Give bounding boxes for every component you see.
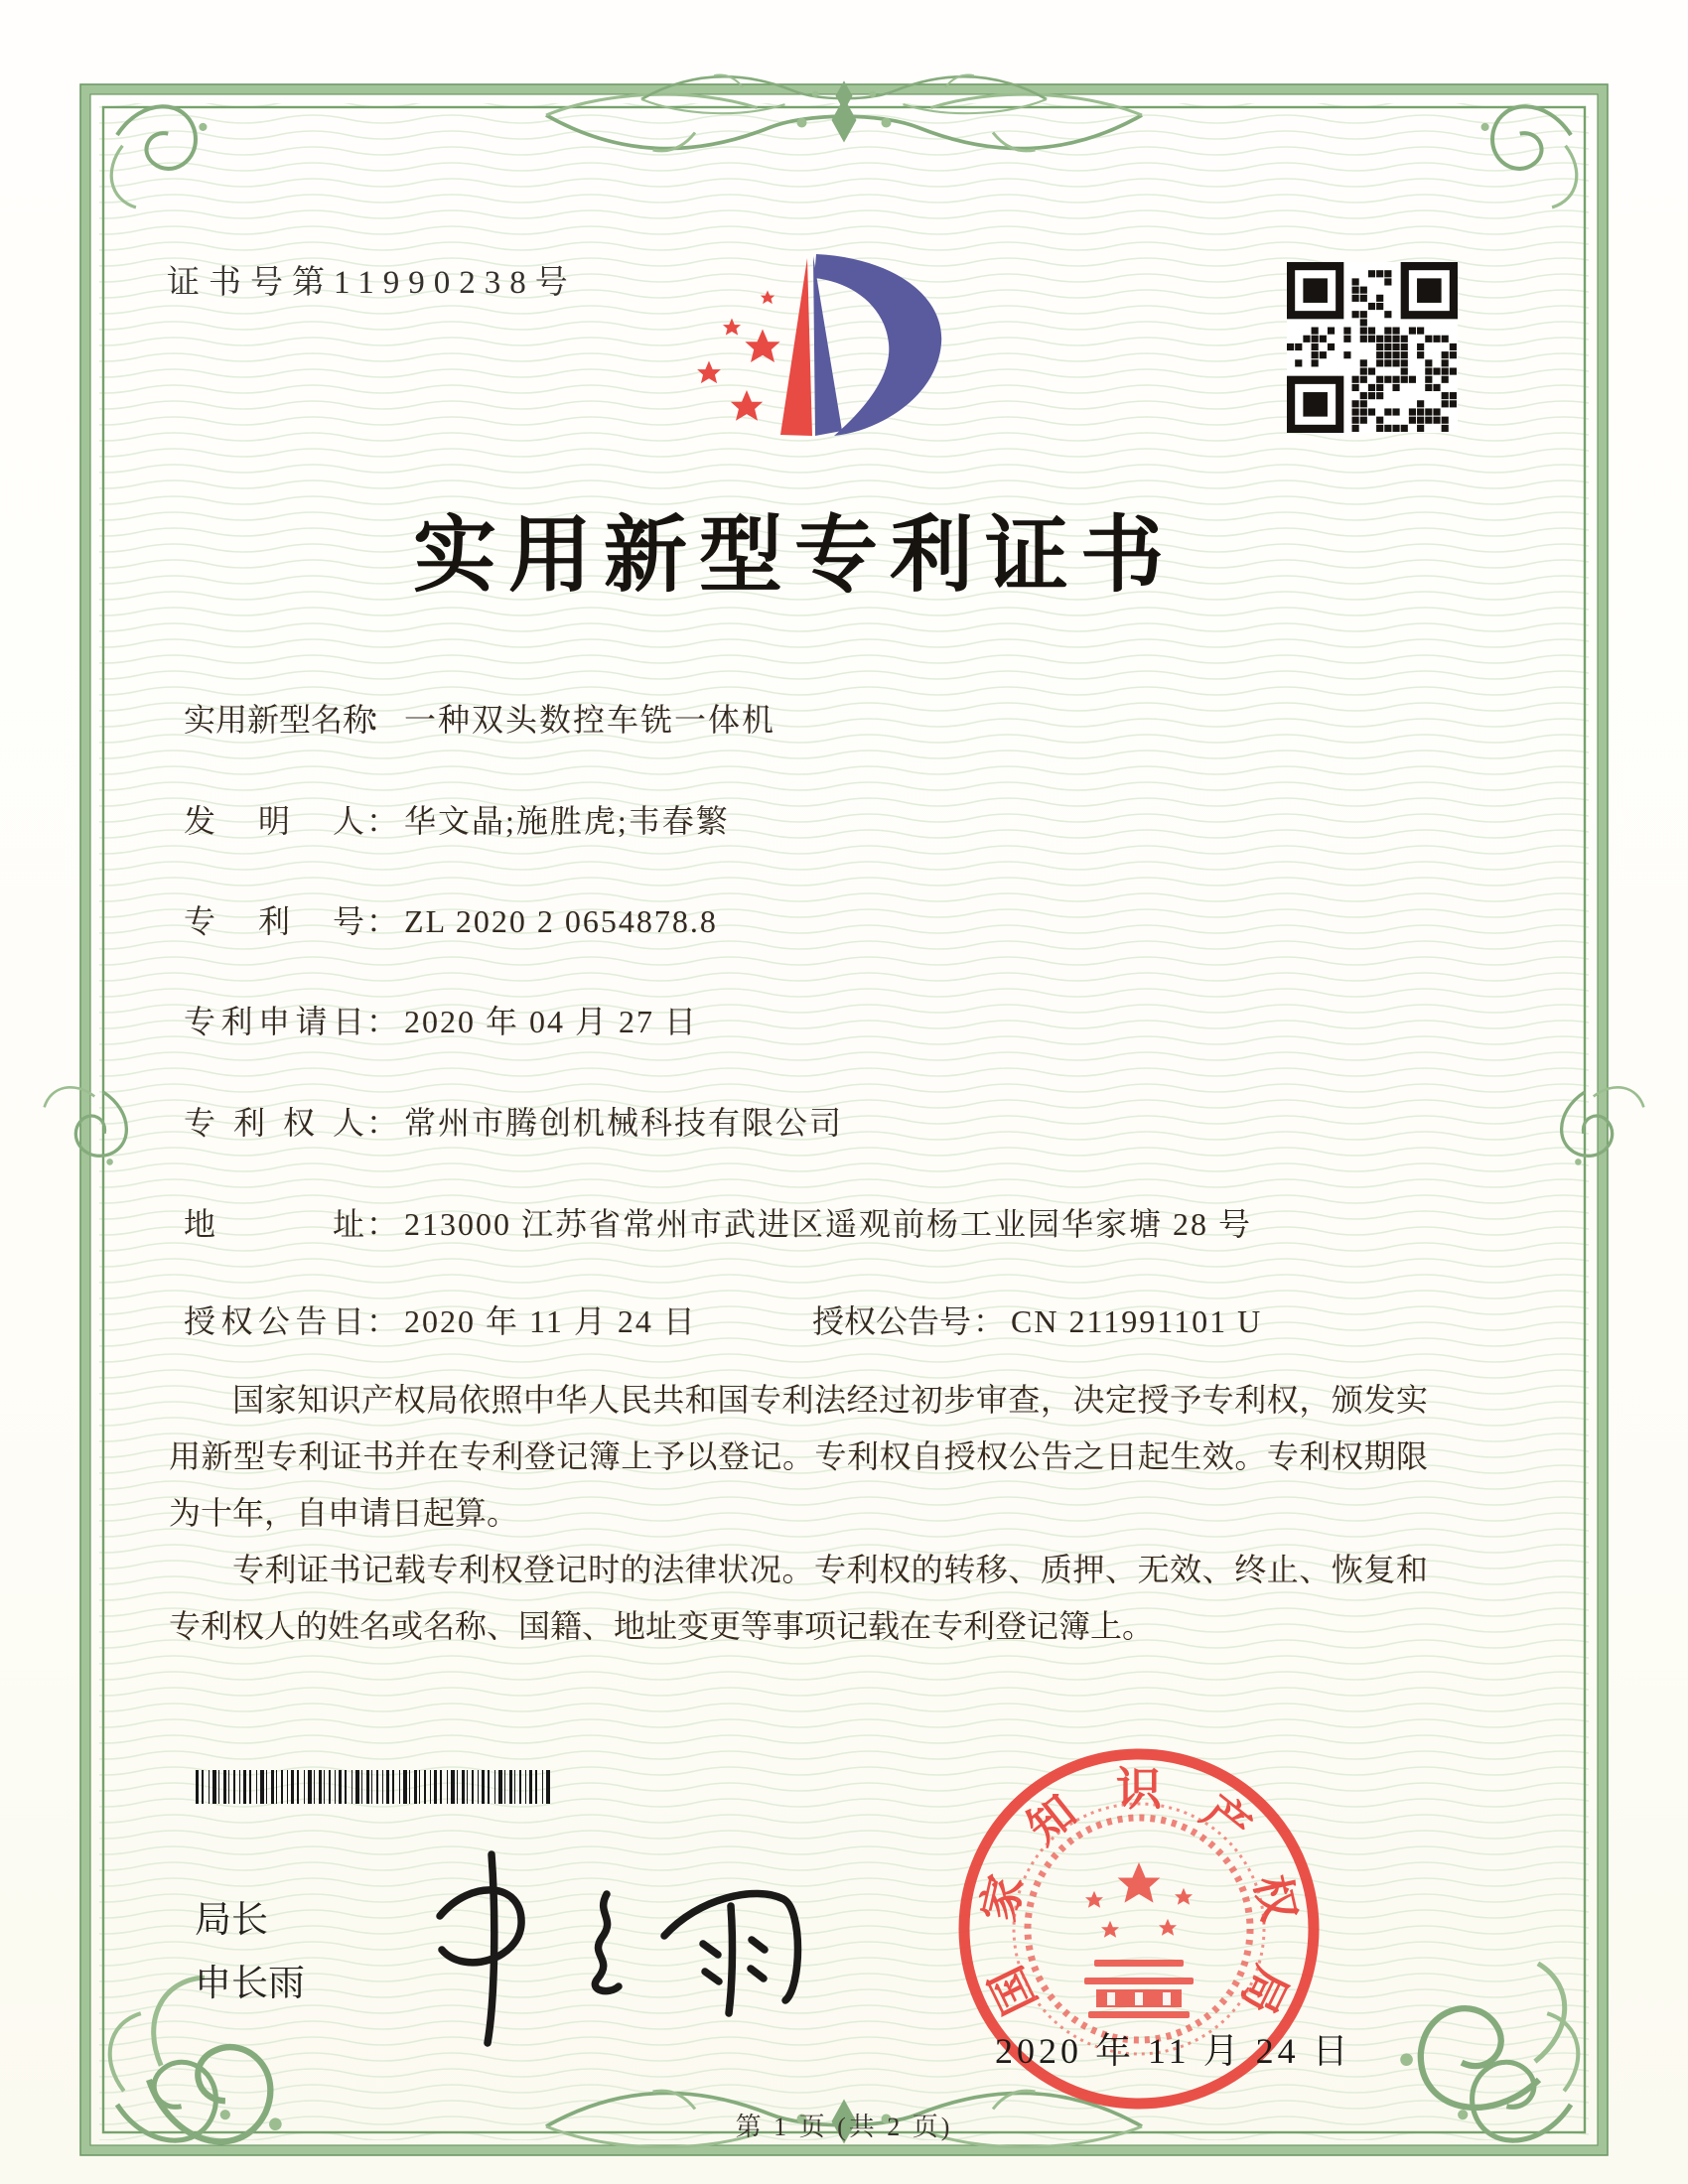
legal-paragraph-2: 专利证书记载专利权登记时的法律状况。专利权的转移、质押、无效、终止、恢复和专利权人的姓名或名称、国籍、地址变更等事项记载在专利登记簿上。: [169, 1552, 1428, 1644]
field-row-grant: [184, 1297, 1263, 1342]
field-row-patentee: [184, 1098, 843, 1144]
svg-text:局: 局: [1231, 1958, 1298, 2022]
field-row-filing-date: [184, 997, 698, 1042]
field-label: 授权公告号: [812, 1303, 972, 1339]
field-pair-grant-number: [812, 1297, 1262, 1342]
field-label: 地址: [184, 1206, 364, 1242]
director-title: 局长: [195, 1899, 268, 1940]
colon: ：: [973, 1303, 1006, 1339]
svg-text:识: 识: [1116, 1764, 1162, 1815]
field-label: 授权公告日: [184, 1303, 364, 1339]
svg-text:知: 知: [1018, 1786, 1086, 1854]
certificate-number: 证书号第11990238号: [167, 265, 577, 301]
barcode-icon: [196, 1770, 551, 1804]
field-label: 专利号: [184, 903, 364, 939]
field-value: ZL 2020 2 0654878.8: [404, 903, 718, 939]
field-row-inventors: [184, 796, 730, 842]
field-value: 2020 年 11 月 24 日: [404, 1303, 697, 1339]
field-value: 213000 江苏省常州市武进区遥观前杨工业园华家塘 28 号: [404, 1206, 1253, 1242]
field-label: 实用新型名称: [184, 702, 375, 738]
director-name: 申长雨: [195, 1963, 305, 2003]
field-value: 2020 年 04 月 27 日: [404, 1004, 699, 1039]
colon: ：: [366, 1004, 399, 1039]
field-row-patent-number: [184, 896, 718, 942]
field-value: 华文晶;施胜虎;韦春繁: [404, 803, 730, 839]
field-value: CN 211991101 U: [1011, 1303, 1263, 1339]
field-label: 专利权人: [184, 1105, 364, 1141]
seal-date: 2020 年 11 月 24 日: [995, 2031, 1352, 2071]
certificate-title: 实用新型专利证书: [412, 510, 1176, 603]
colon: ：: [366, 1206, 399, 1242]
colon: ：: [366, 702, 399, 738]
svg-text:家: 家: [972, 1870, 1033, 1927]
page-footer: 第 1 页 (共 2 页): [735, 2113, 953, 2141]
qr-code-icon: [1287, 262, 1458, 433]
field-row-address: [184, 1199, 1252, 1245]
field-label: 专利申请日: [184, 1004, 364, 1039]
cnipa-logo-icon: [635, 236, 963, 457]
colon: ：: [366, 1303, 399, 1339]
director-block: [195, 1888, 305, 2015]
svg-text:国: 国: [980, 1958, 1047, 2022]
legal-paragraph-1: 国家知识产权局依照中华人民共和国专利法经过初步审查，决定授予专利权，颁发实用新型专利证书并在专利登记簿上予以登记。专利权自授权公告之日起生效。专利权期限为十年，自申请日起算。: [169, 1382, 1428, 1531]
handwritten-signature-icon: [402, 1839, 819, 2057]
svg-text:产: 产: [1192, 1786, 1260, 1854]
field-label: 发明人: [184, 803, 364, 839]
colon: ：: [366, 903, 399, 939]
field-row-name: [184, 695, 775, 741]
colon: ：: [366, 1105, 399, 1141]
legal-text-block: [169, 1372, 1428, 1655]
svg-text:权: 权: [1245, 1870, 1306, 1927]
colon: ：: [366, 803, 399, 839]
field-value: 常州市腾创机械科技有限公司: [404, 1105, 844, 1141]
field-value: 一种双头数控车铣一体机: [404, 702, 776, 738]
